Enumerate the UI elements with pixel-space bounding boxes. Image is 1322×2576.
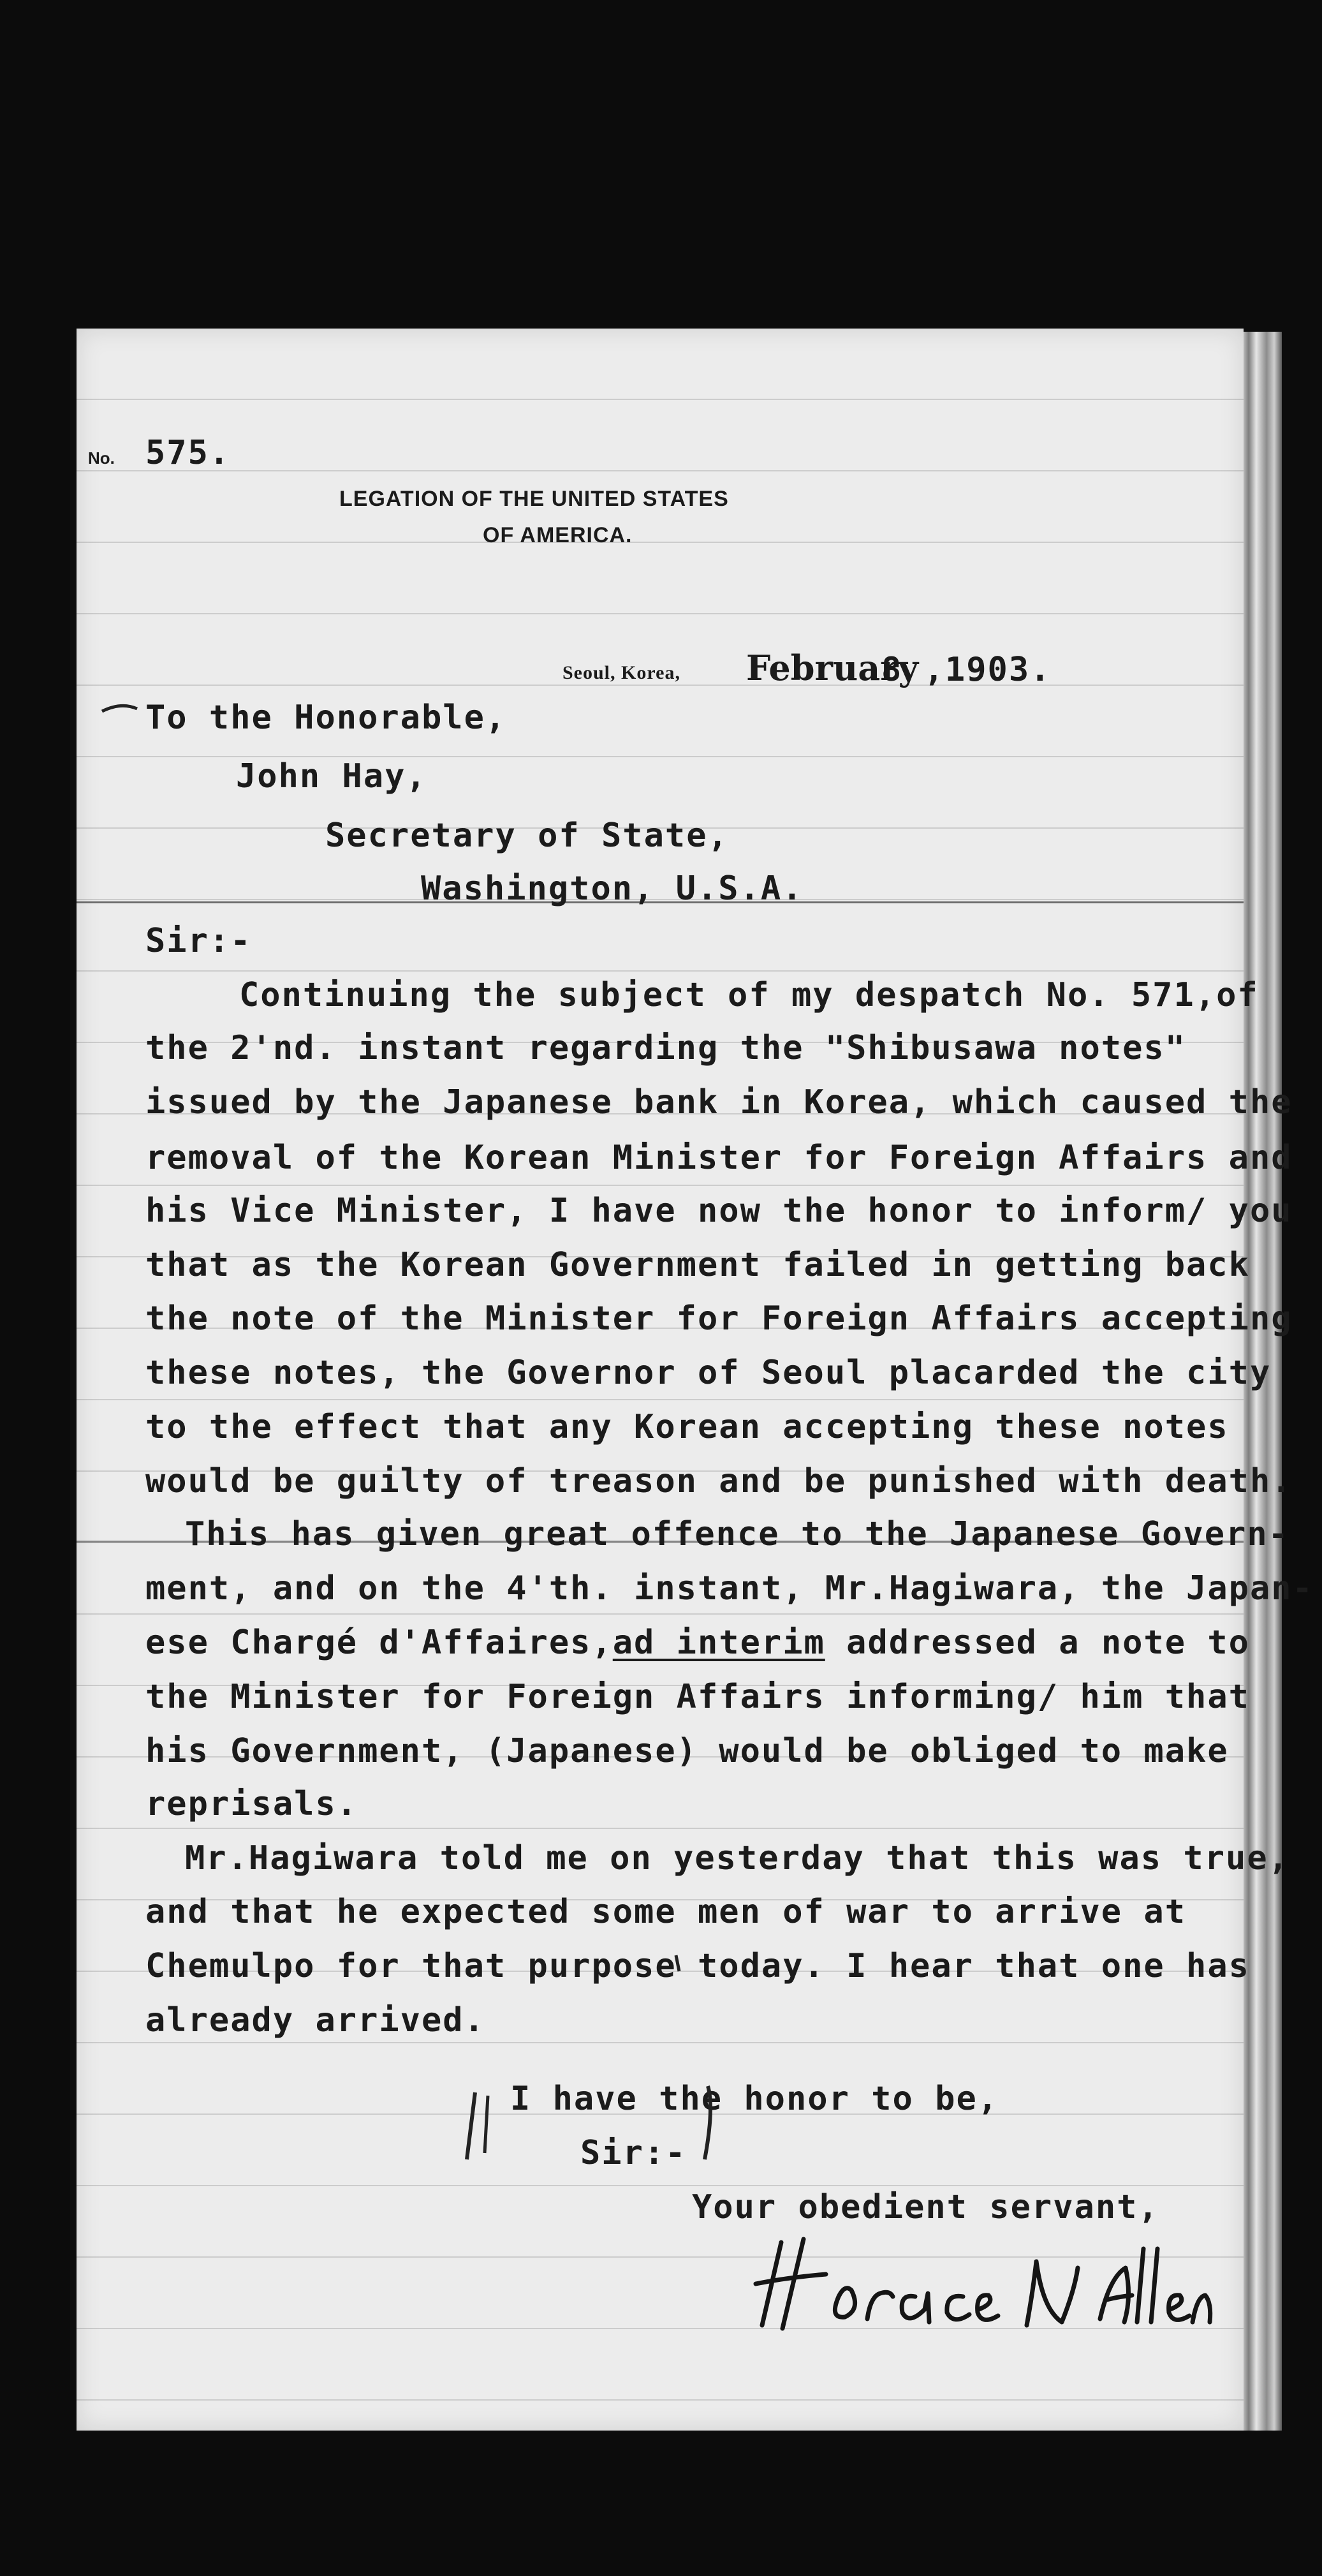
closing-line-3: Your obedient servant, <box>692 2188 1159 2226</box>
body-line-text: ese Chargé d'Affaires, <box>145 1624 613 1662</box>
closing-line-2: Sir:- <box>580 2134 687 2172</box>
body-line: already arrived. <box>145 2001 485 2039</box>
body-line: his Government, (Japanese) would be obliged to make <box>145 1732 1229 1770</box>
date-month: February <box>746 648 919 688</box>
handwritten-signature <box>743 2214 1215 2348</box>
body-line: these notes, the Governor of Seoul placarded the city <box>145 1354 1272 1392</box>
body-line: ment, and on the 4'th. instant, Mr.Hagiwara, the Japan- <box>145 1569 1314 1608</box>
pencil-marks <box>77 329 1244 2431</box>
closing-line-1: I have the honor to be, <box>510 2080 999 2118</box>
body-line: Mr.Hagiwara told me on yesterday that this was true, <box>185 1839 1289 1877</box>
body-line: the 2'nd. instant regarding the "Shibusawa notes" <box>145 1029 1187 1067</box>
body-line-tail: addressed a note to <box>825 1624 1250 1662</box>
letterhead-line1: LEGATION OF THE UNITED STATES <box>339 487 729 511</box>
date-day-year: 8 ,1903. <box>881 651 1052 689</box>
body-line: his Vice Minister, I have now the honor to inform/ you <box>145 1192 1293 1230</box>
body-line: issued by the Japanese bank in Korea, which caused the <box>145 1083 1293 1121</box>
body-line: Continuing the subject of my despatch No. 571,of <box>239 976 1259 1014</box>
body-line: that as the Korean Government failed in getting back <box>145 1246 1250 1284</box>
address-line-4: Washington, U.S.A. <box>421 870 804 908</box>
letterhead-line2: OF AMERICA. <box>483 523 633 547</box>
body-line: removal of the Korean Minister for Foreign Affairs and <box>145 1139 1293 1177</box>
salutation: Sir:- <box>145 922 252 960</box>
body-line: This has given great offence to the Japanese Govern- <box>185 1515 1289 1553</box>
address-line-1: To the Honorable, <box>145 699 507 737</box>
body-line: reprisals. <box>145 1785 358 1823</box>
body-line: Chemulpo for that purpose today. I hear that one has <box>145 1947 1250 1985</box>
address-line-3: Secretary of State, <box>325 817 729 855</box>
place: Seoul, Korea, <box>562 662 680 683</box>
address-line-2: John Hay, <box>236 757 427 796</box>
document-page <box>77 329 1314 2431</box>
body-line: to the effect that any Korean accepting these notes <box>145 1408 1229 1446</box>
despatch-number: 575. <box>145 434 231 472</box>
body-line: would be guilty of treason and be punished with death. <box>145 1462 1293 1500</box>
body-line: and that he expected some men of war to arrive at <box>145 1893 1187 1931</box>
body-line: the Minister for Foreign Affairs informing/ him that <box>145 1678 1250 1716</box>
underlined-phrase: ad interim <box>612 1624 825 1662</box>
number-label: No. <box>88 448 115 468</box>
body-line: the note of the Minister for Foreign Affairs accepting <box>145 1299 1293 1338</box>
